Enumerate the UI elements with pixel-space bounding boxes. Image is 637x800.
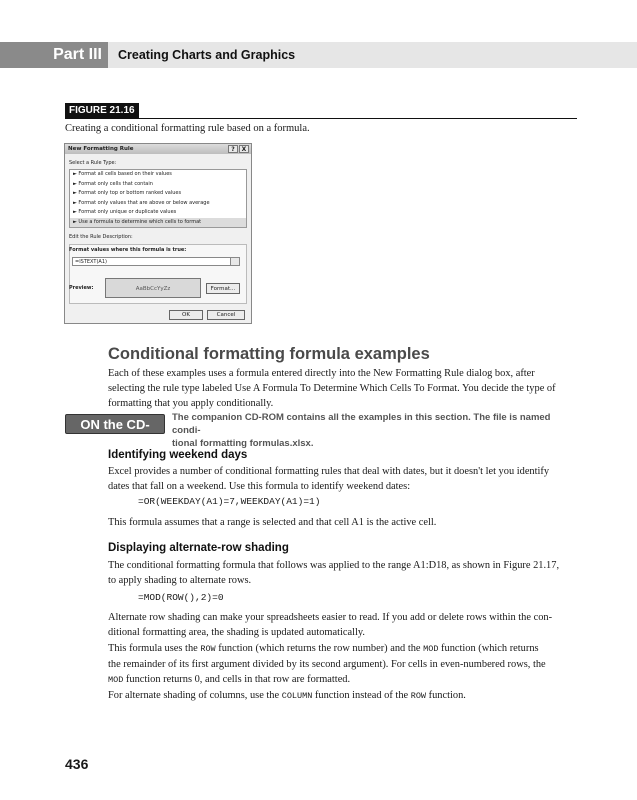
cd-rom-logo: ON the CD-ROM — [65, 414, 165, 434]
formula-input[interactable] — [72, 257, 240, 266]
text-line — [108, 672, 578, 688]
preview-label: Preview: — [69, 285, 94, 291]
format-button[interactable]: Format... — [206, 283, 240, 294]
shading-paragraph-3 — [108, 641, 578, 688]
running-header — [0, 42, 637, 68]
text-line: Alternate row shading can make your spreadsheets easier to read. If you add or delete rows within the con- — [108, 612, 553, 623]
cancel-button[interactable]: Cancel — [207, 310, 245, 320]
text-line: Excel provides a number of conditional formatting rules that deal with dates, but it doesn't let you identify — [108, 466, 550, 477]
code-run: MOD — [423, 644, 439, 654]
weekend-after: This formula assumes that a range is selected and that cell A1 is the active cell. — [108, 517, 437, 528]
rule-type-item[interactable]: ► Format only unique or duplicate values — [73, 209, 177, 215]
select-rule-type-label: Select a Rule Type: — [69, 160, 117, 166]
formula-value: =ISTEXT(A1) — [75, 259, 107, 265]
code-run: ROW — [200, 644, 216, 654]
range-picker-icon[interactable] — [230, 257, 240, 266]
intro-paragraph — [108, 366, 578, 411]
text-run: function (which returns — [438, 643, 539, 654]
edit-description-label: Edit the Rule Description: — [69, 234, 133, 240]
text-run: function (which returns the row number) and the — [215, 643, 424, 654]
preview-sample: AaBbCcYyZz — [105, 278, 201, 298]
code-run: COLUMN — [281, 691, 313, 701]
text-run: For alternate shading of columns, use the — [108, 690, 282, 701]
code-run: ROW — [410, 691, 427, 701]
code-run: MOD — [108, 675, 124, 685]
figure-caption: Creating a conditional formatting rule based on a formula. — [65, 123, 310, 134]
text-line: ditional formatting area, the shading is updated automatically. — [108, 627, 365, 638]
new-formatting-rule-dialog — [64, 143, 252, 324]
text-line — [108, 688, 578, 704]
shading-formula: =MOD(ROW(),2)=0 — [138, 592, 224, 603]
text-run: function returns 0, and cells in that row are formatted. — [123, 674, 351, 685]
rule-type-list — [69, 169, 247, 228]
text-line: Each of these examples uses a formula entered directly into the New Formatting Rule dialog box, after — [108, 368, 535, 379]
dialog-titlebar — [65, 144, 251, 154]
text-line: The conditional formatting formula that follows was applied to the range A1:D18, as shown in Figure 21.17, — [108, 560, 560, 571]
part-label: Part III — [0, 42, 108, 68]
ok-button[interactable]: OK — [169, 310, 203, 320]
formula-label: Format values where this formula is true: — [69, 247, 187, 253]
rule-type-item[interactable]: ► Format only top or bottom ranked values — [73, 190, 182, 196]
chapter-part-title: Creating Charts and Graphics — [118, 48, 296, 62]
weekend-paragraph — [108, 464, 578, 494]
rule-type-item[interactable]: ► Format only values that are above or below average — [73, 199, 210, 206]
figure-label: FIGURE 21.16 — [65, 103, 139, 119]
text-line: to apply shading to alternate rows. — [108, 575, 252, 586]
close-button[interactable]: X — [239, 145, 249, 153]
text-run: function. — [426, 690, 466, 701]
rule-type-item[interactable]: ► Format only cells that contain — [73, 180, 153, 187]
text-line: dates that fall on a weekend. Use this formula to identify weekend dates: — [108, 481, 411, 492]
cd-rom-note — [172, 411, 572, 450]
weekend-formula: =OR(WEEKDAY(A1)=7,WEEKDAY(A1)=1) — [138, 496, 321, 507]
rule-type-item[interactable]: ► Format all cells based on their values — [73, 171, 172, 177]
text-line: tional formatting formulas.xlsx. — [172, 438, 314, 449]
shading-paragraph-2 — [108, 610, 578, 640]
text-line — [108, 641, 578, 657]
text-run: function instead of the — [312, 690, 411, 701]
text-line: The companion CD-ROM contains all the examples in this section. The file is named condi- — [172, 412, 551, 436]
figure-rule — [65, 118, 577, 119]
rule-type-item-selected[interactable]: ► Use a formula to determine which cells to format — [70, 218, 246, 228]
shading-paragraph-4 — [108, 688, 578, 704]
text-line: formatting that you apply conditionally. — [108, 398, 274, 409]
subheading-weekend: Identifying weekend days — [108, 449, 248, 461]
help-button[interactable]: ? — [228, 145, 238, 153]
text-line: the remainder of its first argument divided by its second argument). For cells in even-numbered rows, the — [108, 659, 546, 670]
section-heading: Conditional formatting formula examples — [108, 345, 430, 363]
text-run: This formula uses the — [108, 643, 201, 654]
page-number: 436 — [65, 756, 89, 772]
subheading-shading: Displaying alternate-row shading — [108, 542, 289, 554]
shading-paragraph — [108, 558, 578, 588]
text-line: selecting the rule type labeled Use A Formula To Determine Which Cells To Format. You decide the type of — [108, 383, 556, 394]
dialog-title: New Formatting Rule — [68, 146, 134, 152]
